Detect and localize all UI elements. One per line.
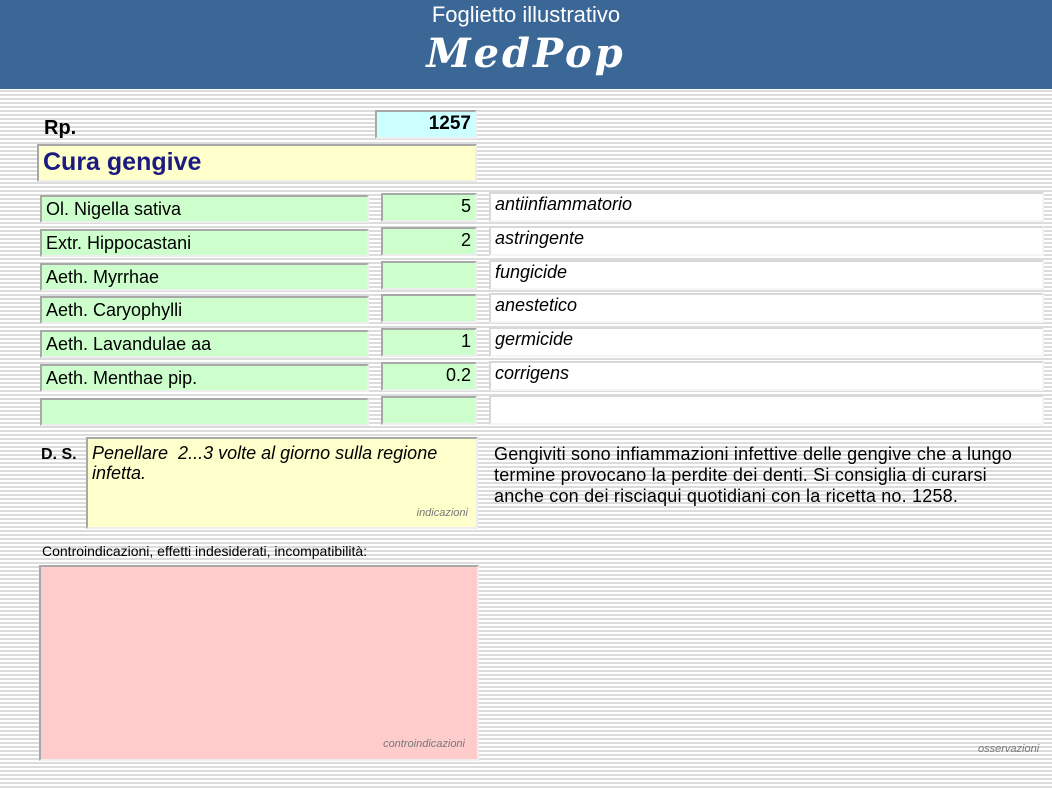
ingredient-quantity-field[interactable]: 2 (381, 227, 477, 256)
ingredient-property-field[interactable]: corrigens (489, 361, 1044, 391)
ingredient-property-field[interactable]: antiinfiammatorio (489, 192, 1044, 222)
recipe-title-field[interactable]: Cura gengive (37, 144, 477, 182)
rp-label: Rp. (44, 117, 77, 139)
ingredient-property-field[interactable]: astringente (489, 226, 1044, 256)
ingredient-name-field[interactable]: Aeth. Myrrhae (40, 263, 369, 291)
ingredient-name-field[interactable]: Ol. Nigella sativa (40, 195, 369, 223)
recipe-number-field[interactable]: 1257 (375, 110, 477, 139)
ingredient-quantity-field[interactable]: 1 (381, 328, 477, 357)
ingredient-quantity-field[interactable]: 5 (381, 193, 477, 222)
ingredient-name-field[interactable]: Aeth. Menthae pip. (40, 364, 369, 392)
ingredient-quantity-field[interactable]: 0.2 (381, 362, 477, 391)
header-banner (0, 0, 1052, 89)
observations-hint: osservazioni (978, 743, 1040, 755)
dosage-text: Penellare 2...3 volte al giorno sulla regione infetta. (92, 443, 438, 483)
ingredient-name-field[interactable]: Aeth. Lavandulae aa (40, 330, 369, 358)
brand-logo: MedPop (426, 30, 626, 77)
ingredient-property-field[interactable] (489, 395, 1044, 425)
contraindications-hint: controindicazioni (383, 738, 465, 750)
ds-label: D. S. (41, 446, 77, 463)
dosage-textarea[interactable] (86, 437, 478, 529)
ingredient-quantity-field[interactable] (381, 261, 477, 290)
header-subtitle: Foglietto illustrativo (431, 2, 621, 27)
ingredient-quantity-field[interactable] (381, 396, 477, 425)
ingredient-name-field[interactable]: Aeth. Caryophylli (40, 296, 369, 324)
contraindications-label: Controindicazioni, effetti indesiderati, incompatibilità: (42, 543, 368, 559)
observations-text[interactable]: Gengiviti sono infiammazioni infettive delle gengive che a lungo termine provocano la perdite dei denti. Si consiglia di curarsi anche con dei risciaqui quotidiani con la ricetta no. 1258. (494, 444, 1013, 506)
contraindications-textarea[interactable] (39, 565, 479, 761)
ingredient-property-field[interactable]: fungicide (489, 260, 1044, 290)
ingredient-quantity-field[interactable] (381, 294, 477, 323)
ingredient-property-field[interactable]: anestetico (489, 293, 1044, 323)
ingredient-name-field[interactable]: Extr. Hippocastani (40, 229, 369, 257)
dosage-hint: indicazioni (416, 507, 468, 519)
ingredient-property-field[interactable]: germicide (489, 327, 1044, 357)
ingredient-name-field[interactable] (40, 398, 369, 426)
